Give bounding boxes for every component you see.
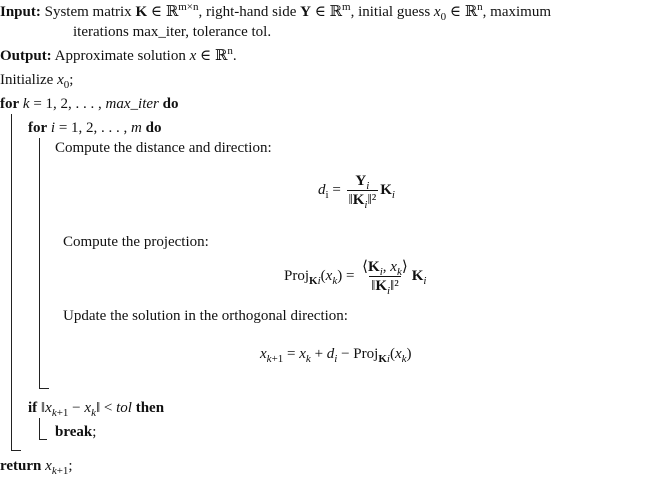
step2-text: Compute the projection: <box>63 234 209 250</box>
inner-for-line: for i = 1, 2, . . . , m do <box>28 120 162 136</box>
break-keyword: break <box>55 424 93 440</box>
update-equation: $x_{k+1} = x_k + d_i$ − $Proj_{Ki}(x_k)$ <box>260 346 412 365</box>
outer-for-keyword: for <box>0 96 20 112</box>
input-label: Input: <box>0 4 41 20</box>
if-line: if $‖x_{k+1}$ − $x_k‖$ < tol then <box>28 400 165 419</box>
output-line: Output: Approximate solution x ∈ ℝ$^n$. <box>0 45 237 64</box>
distance-equation: $d_i$ = $\frac{Y_i}{‖K_i‖^2}$ $K_i$ <box>318 173 395 211</box>
break-line <box>55 422 96 442</box>
break-semicolon: ; <box>92 424 97 440</box>
step1-text: Compute the distance and direction: <box>55 140 272 156</box>
input-line-1: Input: System matrix K ∈ ℝ$^{m\times n}$, right-hand side Y ∈ ℝ$^m$, initial guess $x_0$ ∈ ℝ$^n$, maximum <box>0 1 551 23</box>
output-label: Output: <box>0 48 52 64</box>
inner-block-bar <box>39 138 40 389</box>
projection-equation: $Proj_{Ki}(x_k)$ = $\frac{⟨K_i, x_k⟩}{‖K_i‖^2}$ $K_i$ <box>284 259 427 297</box>
outer-block-bar <box>11 114 12 451</box>
inner-do-keyword: do <box>145 120 162 136</box>
if-keyword: if <box>28 400 38 416</box>
inner-for-keyword: for <box>28 120 48 136</box>
outer-block-foot <box>11 450 21 451</box>
then-keyword: then <box>135 400 165 416</box>
if-block-foot <box>39 439 47 440</box>
step3-text: Update the solution in the orthogonal direction: <box>63 308 348 324</box>
outer-for-line: for k = 1, 2, . . . , max_iter do <box>0 96 179 112</box>
init-line: Initialize $x_0$; <box>0 72 74 91</box>
return-line: return $x_{k+1}$; <box>0 458 73 477</box>
outer-do-keyword: do <box>162 96 179 112</box>
if-block-bar <box>39 418 40 440</box>
input-line-2: iterations max_iter, tolerance tol. <box>73 24 272 40</box>
inner-block-foot <box>39 388 49 389</box>
return-keyword: return <box>0 458 42 474</box>
